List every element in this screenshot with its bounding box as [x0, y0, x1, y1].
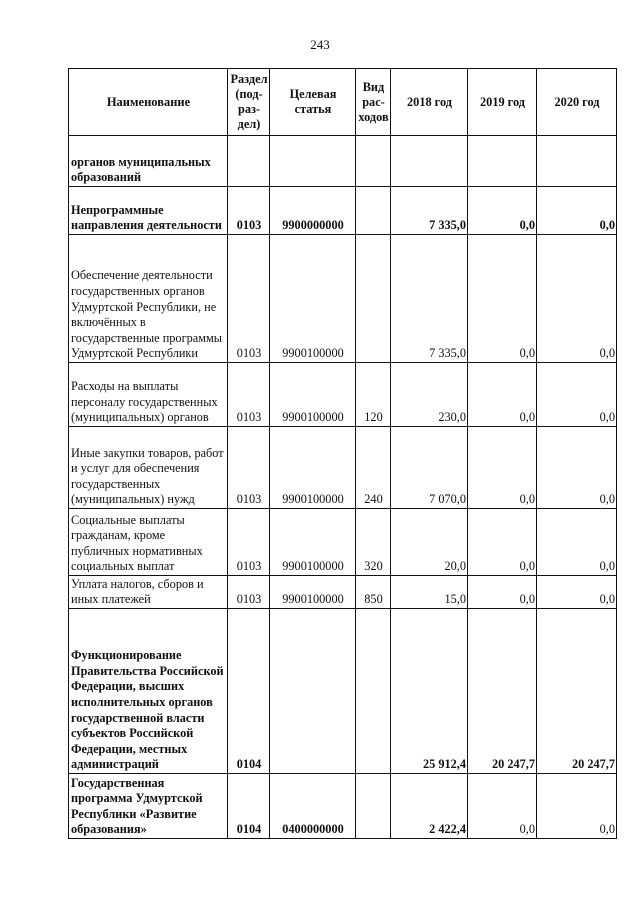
table-row — [69, 509, 617, 576]
row-name: Социальные выплаты гражданам, кроме публичных нормативных социальных выплат — [69, 509, 228, 576]
header-2019: 2019 год — [468, 69, 537, 136]
row-2018: 20,0 — [391, 509, 468, 576]
row-2020: 0,0 — [537, 363, 617, 427]
header-2018: 2018 год — [391, 69, 468, 136]
page-number: 243 — [310, 37, 330, 52]
row-target: 9900100000 — [270, 363, 356, 427]
row-2018: 15,0 — [391, 576, 468, 609]
row-type — [356, 235, 391, 363]
row-2020: 0,0 — [537, 187, 617, 235]
row-name: Расходы на выплаты персоналу государственных (муниципальных) органов — [69, 363, 228, 427]
row-section: 0103 — [228, 427, 270, 509]
table-row — [69, 235, 617, 363]
row-2020: 0,0 — [537, 774, 617, 839]
row-section: 0103 — [228, 187, 270, 235]
row-section: 0103 — [228, 509, 270, 576]
row-2019: 0,0 — [468, 576, 537, 609]
row-type: 320 — [356, 509, 391, 576]
row-section: 0103 — [228, 576, 270, 609]
row-name: Иные закупки товаров, работ и услуг для обеспечения государственных (муниципальных) нужд — [69, 427, 228, 509]
row-2020: 0,0 — [537, 427, 617, 509]
row-section: 0103 — [228, 235, 270, 363]
row-2018: 7 070,0 — [391, 427, 468, 509]
table-row — [69, 136, 617, 187]
header-section: Раздел (под- раз- дел) — [228, 69, 270, 136]
table-row — [69, 427, 617, 509]
row-type: 240 — [356, 427, 391, 509]
row-2019: 0,0 — [468, 187, 537, 235]
row-2020: 0,0 — [537, 576, 617, 609]
row-target: 9900000000 — [270, 187, 356, 235]
header-row — [69, 69, 617, 136]
row-type: 120 — [356, 363, 391, 427]
row-type — [356, 774, 391, 839]
header-type: Вид рас- ходов — [356, 69, 391, 136]
row-section — [228, 136, 270, 187]
header-2020: 2020 год — [537, 69, 617, 136]
table-row — [69, 774, 617, 839]
row-2019: 0,0 — [468, 427, 537, 509]
table-row — [69, 363, 617, 427]
row-2018: 2 422,4 — [391, 774, 468, 839]
row-name: Функционирование Правительства Российской Федерации, высших исполнительных органов государственной власти субъектов Российской Федерации, местных администраций — [69, 609, 228, 774]
row-2019: 0,0 — [468, 774, 537, 839]
table-row — [69, 187, 617, 235]
row-2020 — [537, 136, 617, 187]
row-type — [356, 609, 391, 774]
row-2020: 0,0 — [537, 509, 617, 576]
row-2020: 0,0 — [537, 235, 617, 363]
row-target: 9900100000 — [270, 235, 356, 363]
row-target — [270, 609, 356, 774]
row-target: 9900100000 — [270, 509, 356, 576]
row-section: 0104 — [228, 609, 270, 774]
row-2018: 230,0 — [391, 363, 468, 427]
row-2019: 0,0 — [468, 509, 537, 576]
row-2019: 20 247,7 — [468, 609, 537, 774]
row-name: Государственная программа Удмуртской Республики «Развитие образования» — [69, 774, 228, 839]
budget-table — [68, 68, 617, 839]
row-type: 850 — [356, 576, 391, 609]
row-section: 0103 — [228, 363, 270, 427]
row-2018 — [391, 136, 468, 187]
row-name: Уплата налогов, сборов и иных платежей — [69, 576, 228, 609]
row-target: 9900100000 — [270, 427, 356, 509]
row-name: органов муниципальных образований — [69, 136, 228, 187]
row-name: Непрограммные направления деятельности — [69, 187, 228, 235]
row-2019: 0,0 — [468, 235, 537, 363]
row-2019 — [468, 136, 537, 187]
header-target: Целевая статья — [270, 69, 356, 136]
row-type — [356, 187, 391, 235]
header-name: Наименование — [69, 69, 228, 136]
row-2019: 0,0 — [468, 363, 537, 427]
table-row — [69, 609, 617, 774]
row-2018: 25 912,4 — [391, 609, 468, 774]
row-section: 0104 — [228, 774, 270, 839]
row-target: 9900100000 — [270, 576, 356, 609]
row-target: 0400000000 — [270, 774, 356, 839]
row-2018: 7 335,0 — [391, 235, 468, 363]
table-row — [69, 576, 617, 609]
row-target — [270, 136, 356, 187]
row-type — [356, 136, 391, 187]
row-2018: 7 335,0 — [391, 187, 468, 235]
row-name: Обеспечение деятельности государственных органов Удмуртской Республики, не включённых в государственные программы Удмуртской Республики — [69, 235, 228, 363]
row-2020: 20 247,7 — [537, 609, 617, 774]
